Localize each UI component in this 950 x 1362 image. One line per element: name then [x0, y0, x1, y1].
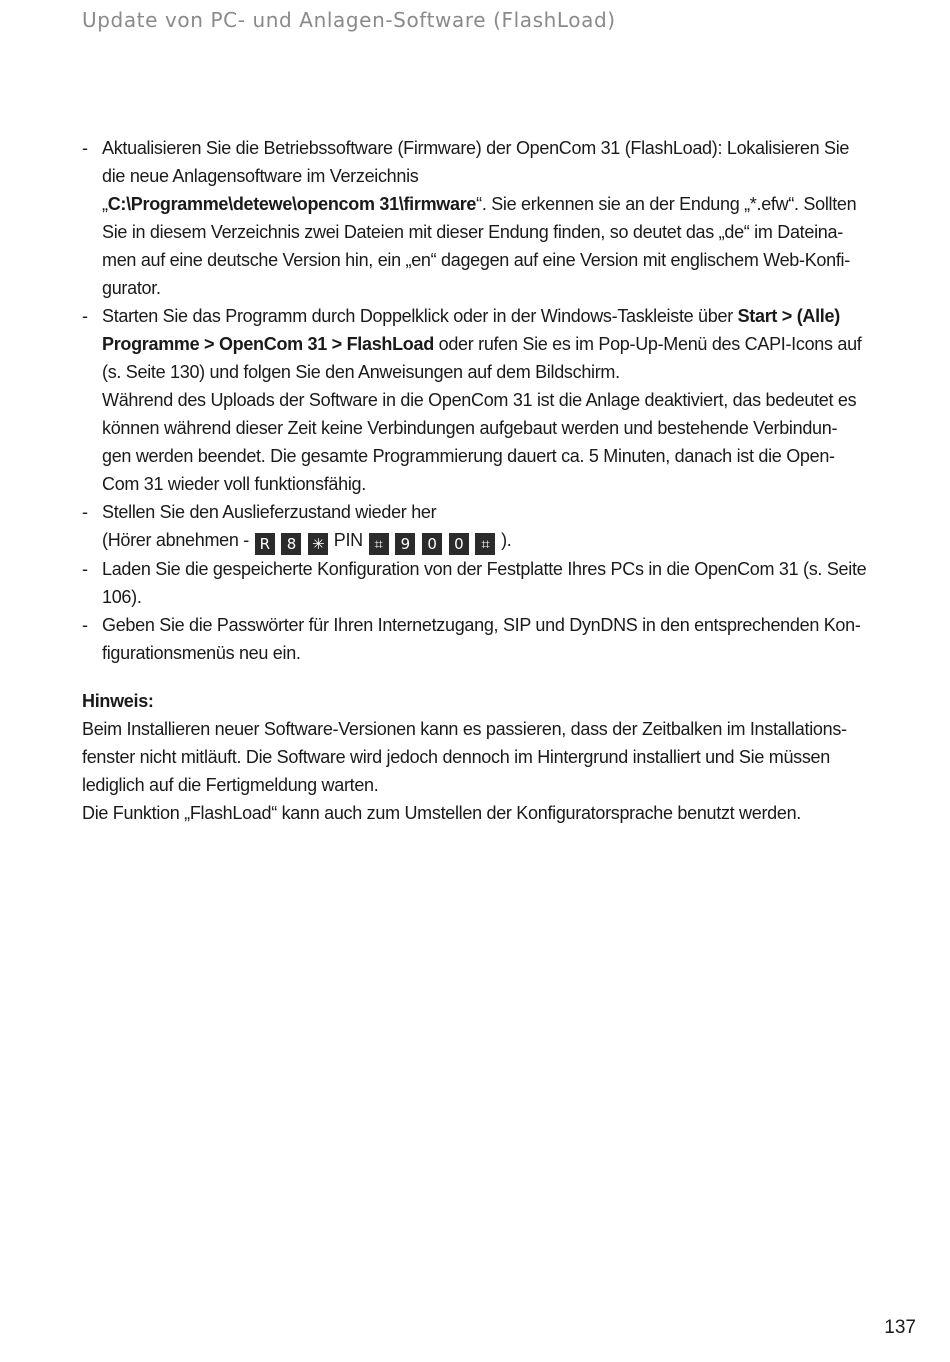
- zero-key-icon: 0: [422, 533, 442, 555]
- text-run: oder rufen Sie es im Pop-Up-Menü des CAPI-Icons auf: [433, 334, 862, 354]
- text-line: Aktualisieren Sie die Betriebssoftware (Firmware) der OpenCom 31 (FlashLoad): Lokalisieren Sie: [102, 138, 850, 158]
- hash-key-icon: ⌗: [475, 533, 495, 555]
- body-text: [82, 134, 894, 827]
- note-line: lediglich auf die Fertigmeldung warten.: [82, 775, 379, 795]
- running-header: Update von PC- und Anlagen-Software (FlashLoad): [82, 8, 616, 32]
- text-run: “. Sie erkennen sie an der Endung „*.efw“. Sollten: [476, 194, 857, 214]
- text-line: [102, 330, 894, 358]
- page-number: 137: [884, 1317, 916, 1338]
- star-key-icon: ✳: [308, 533, 328, 555]
- list-dash: -: [82, 502, 88, 522]
- list-item: [82, 302, 894, 498]
- note-line: Beim Installieren neuer Software-Versionen kann es passieren, dass der Zeitbalken im Installations-: [82, 719, 847, 739]
- text-run: Starten Sie das Programm durch Doppelklick oder in der Windows-Taskleiste über: [102, 306, 738, 326]
- text-run: (Hörer abnehmen -: [102, 530, 254, 550]
- list-item: [82, 555, 894, 611]
- note-title: Hinweis:: [82, 691, 154, 711]
- instruction-list: [82, 134, 894, 667]
- list-item: [82, 134, 894, 302]
- text-line: men auf eine deutsche Version hin, ein „en“ dagegen auf eine Version mit englischem Web-Konfi-: [102, 250, 850, 270]
- text-line: figurationsmenüs neu ein.: [102, 643, 301, 663]
- text-line: 106).: [102, 587, 142, 607]
- text-line: die neue Anlagensoftware im Verzeichnis: [102, 166, 419, 186]
- note-block: [82, 687, 894, 827]
- hash-key-icon: ⌗: [369, 533, 389, 555]
- key-sequence-line: [102, 526, 894, 555]
- eight-key-icon: 8: [281, 533, 301, 555]
- zero-key-icon: 0: [449, 533, 469, 555]
- firmware-path: C:\Programme\detewe\opencom 31\firmware: [107, 194, 477, 214]
- quote-mark: „: [102, 194, 108, 214]
- note-line: Die Funktion „FlashLoad“ kann auch zum Umstellen der Konfiguratorsprache benutzt werden.: [82, 803, 801, 823]
- text-run: ).: [496, 530, 512, 550]
- text-line: Während des Uploads der Software in die OpenCom 31 ist die Anlage deaktiviert, das bedeutet es: [102, 390, 857, 410]
- text-line: [102, 302, 894, 330]
- nine-key-icon: 9: [395, 533, 415, 555]
- menu-path: Programme > OpenCom 31 > FlashLoad: [102, 334, 434, 354]
- list-dash: -: [82, 615, 88, 635]
- text-line: [102, 190, 894, 218]
- r-key-icon: R: [255, 533, 275, 555]
- text-line: können während dieser Zeit keine Verbindungen aufgebaut werden und bestehende Verbindun-: [102, 418, 838, 438]
- text-line: gen werden beendet. Die gesamte Programmierung dauert ca. 5 Minuten, danach ist die Open-: [102, 446, 835, 466]
- list-dash: -: [82, 138, 88, 158]
- text-line: Laden Sie die gespeicherte Konfiguration von der Festplatte Ihres PCs in die OpenCom 31 (s. Seite: [102, 559, 867, 579]
- list-dash: -: [82, 559, 88, 579]
- pin-label: PIN: [329, 530, 368, 550]
- text-line: (s. Seite 130) und folgen Sie den Anweisungen auf dem Bildschirm.: [102, 362, 620, 382]
- list-dash: -: [82, 306, 88, 326]
- text-line: Geben Sie die Passwörter für Ihren Internetzugang, SIP und DynDNS in den entsprechenden Kon-: [102, 615, 861, 635]
- text-line: gurator.: [102, 278, 161, 298]
- text-line: Sie in diesem Verzeichnis zwei Dateien mit dieser Endung finden, so deutet das „de“ im Dateina-: [102, 222, 843, 242]
- text-line: Stellen Sie den Auslieferzustand wieder her: [102, 502, 437, 522]
- text-line: Com 31 wieder voll funktionsfähig.: [102, 474, 366, 494]
- menu-path: Start > (Alle): [737, 306, 840, 326]
- list-item: [82, 611, 894, 667]
- list-item: [82, 498, 894, 555]
- note-line: fenster nicht mitläuft. Die Software wird jedoch dennoch im Hintergrund installiert und Sie müssen: [82, 747, 830, 767]
